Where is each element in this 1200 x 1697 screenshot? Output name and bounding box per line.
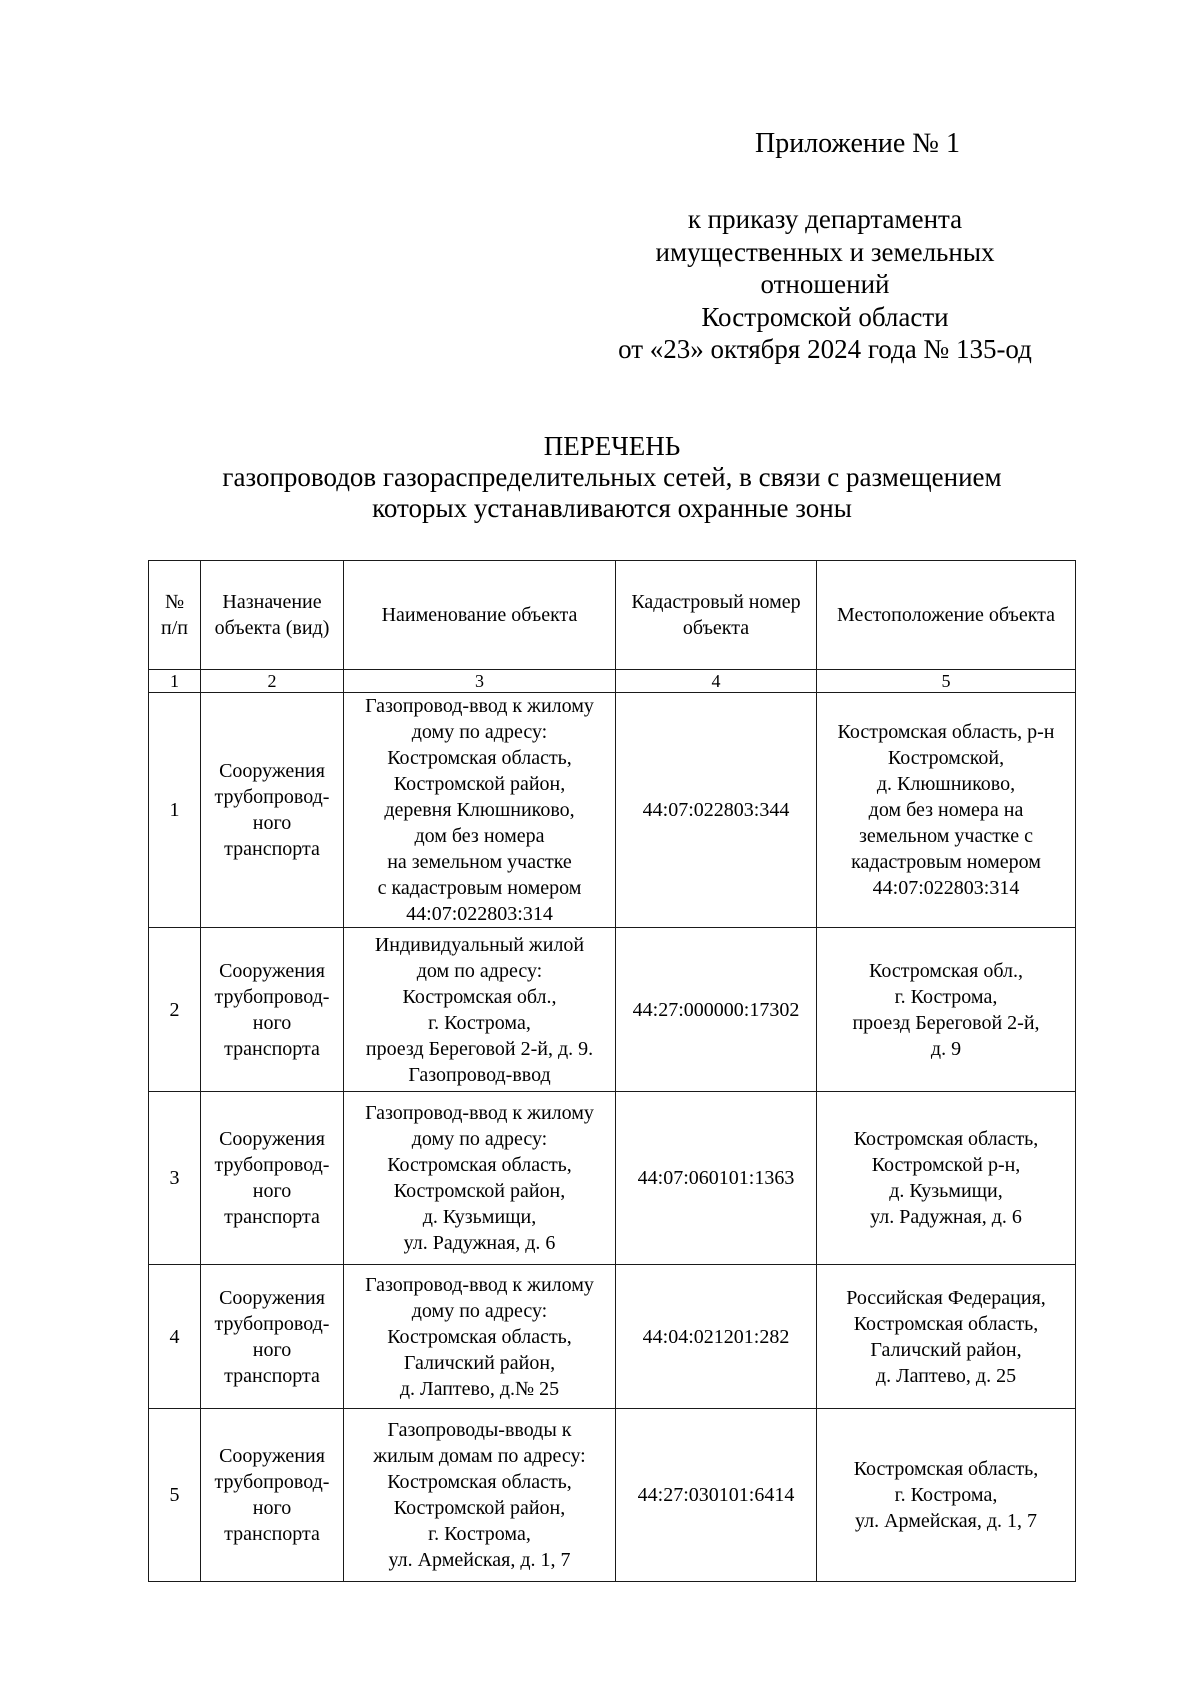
row-cadastral: 44:04:021201:282 xyxy=(616,1265,817,1409)
column-number: 1 xyxy=(149,670,201,693)
list-title: ПЕРЕЧЕНЬ xyxy=(543,431,681,461)
list-subtitle-line: газопроводов газораспределительных сетей, в связи с размещением xyxy=(222,462,1002,492)
table-row xyxy=(149,693,1076,928)
row-num: 3 xyxy=(149,1092,201,1265)
row-num: 5 xyxy=(149,1409,201,1582)
row-purpose: Сооружения трубопровод- ного транспорта xyxy=(201,928,344,1092)
row-location: Костромская область, Костромской р-н, д. Кузьмищи, ул. Радужная, д. 6 xyxy=(817,1092,1076,1265)
row-num: 4 xyxy=(149,1265,201,1409)
table-row xyxy=(149,1092,1076,1265)
annex-ref-line: к приказу департамента xyxy=(687,204,963,234)
row-name: Газопровод-ввод к жилому дому по адресу: Костромская область, Костромской район, д. Кузьмищи, ул. Радужная, д. 6 xyxy=(344,1092,616,1265)
row-purpose: Сооружения трубопровод- ного транспорта xyxy=(201,1409,344,1582)
row-name: Индивидуальный жилой дом по адресу: Костромская обл., г. Кострома, проезд Береговой 2-й, д. 9. Газопровод-ввод xyxy=(344,928,616,1092)
annex-reference xyxy=(560,203,1090,366)
annex-ref-line: отношений xyxy=(760,269,890,299)
row-purpose: Сооружения трубопровод- ного транспорта xyxy=(201,1092,344,1265)
list-heading xyxy=(120,431,1104,524)
row-location: Костромская область, р-н Костромской, д. Клюшниково, дом без номера на земельном участке с кадастровым номером 44:07:022803:314 xyxy=(817,693,1076,928)
column-number: 4 xyxy=(616,670,817,693)
row-location: Российская Федерация, Костромская область, Галичский район, д. Лаптево, д. 25 xyxy=(817,1265,1076,1409)
header-purpose: Назначение объекта (вид) xyxy=(201,561,344,670)
row-cadastral: 44:07:022803:344 xyxy=(616,693,817,928)
column-number-row xyxy=(149,670,1076,693)
row-num: 1 xyxy=(149,693,201,928)
table-row xyxy=(149,1409,1076,1582)
column-number: 2 xyxy=(201,670,344,693)
row-name: Газопровод-ввод к жилому дому по адресу: Костромская область, Галичский район, д. Лаптево, д.№ 25 xyxy=(344,1265,616,1409)
gas-pipelines-table xyxy=(148,560,1076,1582)
row-location: Костромская область, г. Кострома, ул. Армейская, д. 1, 7 xyxy=(817,1409,1076,1582)
header-location: Местоположение объекта xyxy=(817,561,1076,670)
row-cadastral: 44:07:060101:1363 xyxy=(616,1092,817,1265)
row-purpose: Сооружения трубопровод- ного транспорта xyxy=(201,1265,344,1409)
header-cadastral: Кадастровый номер объекта xyxy=(616,561,817,670)
row-name: Газопровод-ввод к жилому дому по адресу: Костромская область, Костромской район, деревня Клюшниково, дом без номера на земельном участке с кадастровым номером 44:07:022803:314 xyxy=(344,693,616,928)
row-cadastral: 44:27:000000:17302 xyxy=(616,928,817,1092)
header-name: Наименование объекта xyxy=(344,561,616,670)
table-header-row xyxy=(149,561,1076,670)
column-number: 5 xyxy=(817,670,1076,693)
annex-ref-line: от «23» октября 2024 года № 135-од xyxy=(618,334,1032,364)
row-location: Костромская обл., г. Кострома, проезд Береговой 2-й, д. 9 xyxy=(817,928,1076,1092)
header-num: № п/п xyxy=(149,561,201,670)
table-row xyxy=(149,1265,1076,1409)
row-name: Газопроводы-вводы к жилым домам по адресу: Костромская область, Костромской район, г. Кострома, ул. Армейская, д. 1, 7 xyxy=(344,1409,616,1582)
table-row xyxy=(149,928,1076,1092)
annex-title: Приложение № 1 xyxy=(755,128,960,159)
row-purpose: Сооружения трубопровод- ного транспорта xyxy=(201,693,344,928)
column-number: 3 xyxy=(344,670,616,693)
row-cadastral: 44:27:030101:6414 xyxy=(616,1409,817,1582)
list-subtitle-line: которых устанавливаются охранные зоны xyxy=(372,493,852,523)
row-num: 2 xyxy=(149,928,201,1092)
annex-ref-line: имущественных и земельных xyxy=(655,236,995,267)
annex-ref-line: Костромской области xyxy=(701,301,949,332)
